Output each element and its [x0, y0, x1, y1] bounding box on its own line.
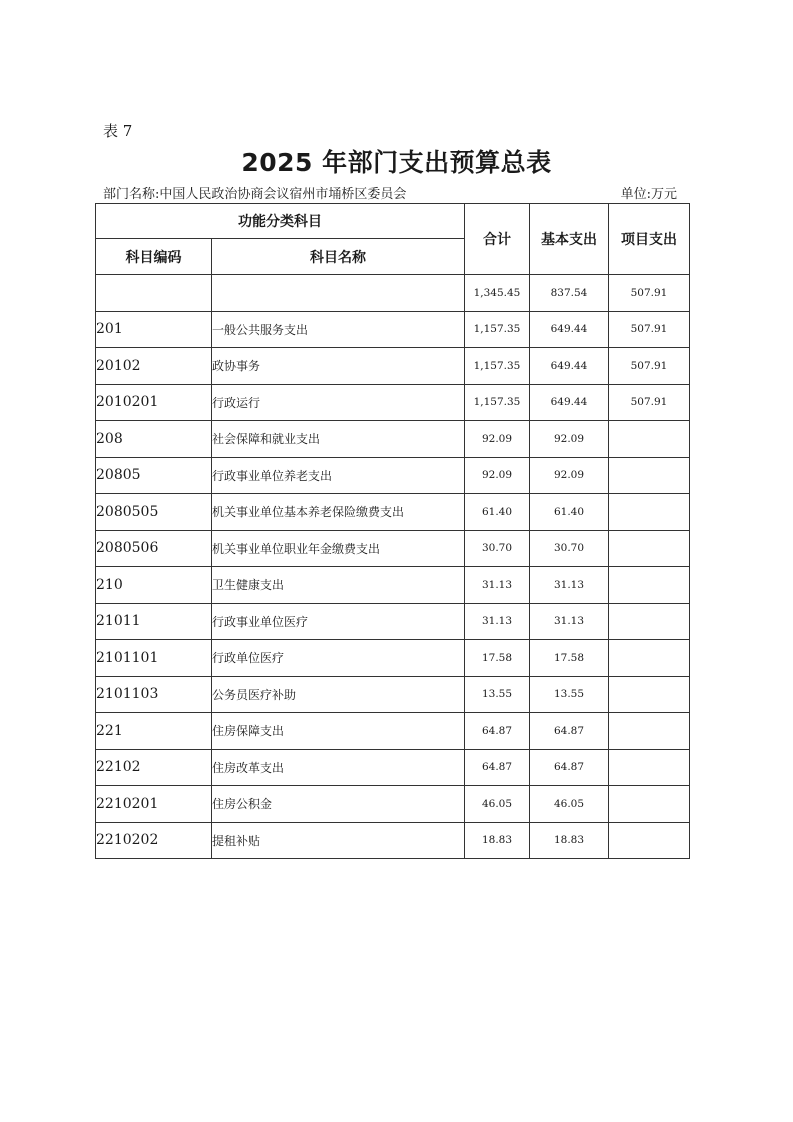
basic-expenditure-cell: 31.13	[530, 603, 609, 640]
basic-expenditure-cell: 649.44	[530, 311, 609, 348]
table-body	[96, 275, 690, 859]
subject-name-cell: 住房公积金	[212, 786, 465, 823]
subject-name-cell: 社会保障和就业支出	[212, 421, 465, 458]
project-expenditure-cell: 507.91	[609, 384, 690, 421]
table-row	[96, 421, 690, 458]
total-cell: 1,157.35	[465, 311, 530, 348]
total-cell: 46.05	[465, 786, 530, 823]
basic-expenditure-cell: 92.09	[530, 421, 609, 458]
subject-code-cell: 2010201	[96, 384, 212, 421]
table-row	[96, 348, 690, 385]
project-expenditure-cell	[609, 457, 690, 494]
table-number-label: 表 7	[103, 122, 133, 140]
total-cell: 64.87	[465, 713, 530, 750]
basic-expenditure-cell: 64.87	[530, 713, 609, 750]
basic-expenditure-cell: 30.70	[530, 530, 609, 567]
basic-expenditure-cell: 13.55	[530, 676, 609, 713]
basic-expenditure-cell: 837.54	[530, 275, 609, 312]
basic-expenditure-cell: 64.87	[530, 749, 609, 786]
project-expenditure-cell	[609, 421, 690, 458]
total-cell: 61.40	[465, 494, 530, 531]
subject-code-cell: 2210202	[96, 822, 212, 859]
project-expenditure-cell	[609, 567, 690, 604]
subject-code-cell: 2210201	[96, 786, 212, 823]
total-cell: 1,345.45	[465, 275, 530, 312]
table-row	[96, 311, 690, 348]
project-expenditure-cell	[609, 494, 690, 531]
table-row	[96, 713, 690, 750]
table-row	[96, 494, 690, 531]
project-expenditure-cell: 507.91	[609, 311, 690, 348]
subject-code-cell: 20102	[96, 348, 212, 385]
subject-code-cell: 21011	[96, 603, 212, 640]
basic-expenditure-cell: 649.44	[530, 348, 609, 385]
table-row	[96, 603, 690, 640]
project-expenditure-cell	[609, 676, 690, 713]
header-subject-code: 科目编码	[96, 239, 212, 275]
subject-code-cell	[96, 275, 212, 312]
basic-expenditure-cell: 92.09	[530, 457, 609, 494]
subject-code-cell: 221	[96, 713, 212, 750]
table-row	[96, 676, 690, 713]
header-project-expenditure: 项目支出	[609, 204, 690, 275]
project-expenditure-cell	[609, 822, 690, 859]
header-total: 合计	[465, 204, 530, 275]
subject-name-cell: 机关事业单位职业年金缴费支出	[212, 530, 465, 567]
project-expenditure-cell	[609, 786, 690, 823]
subject-name-cell: 卫生健康支出	[212, 567, 465, 604]
subject-name-cell: 行政事业单位医疗	[212, 603, 465, 640]
table-row	[96, 822, 690, 859]
subject-name-cell: 住房保障支出	[212, 713, 465, 750]
table-row	[96, 786, 690, 823]
total-cell: 18.83	[465, 822, 530, 859]
total-cell: 64.87	[465, 749, 530, 786]
table-row	[96, 384, 690, 421]
subject-name-cell: 公务员医疗补助	[212, 676, 465, 713]
total-cell: 92.09	[465, 457, 530, 494]
subject-name-cell	[212, 275, 465, 312]
basic-expenditure-cell: 61.40	[530, 494, 609, 531]
subject-name-cell: 一般公共服务支出	[212, 311, 465, 348]
subject-name-cell: 机关事业单位基本养老保险缴费支出	[212, 494, 465, 531]
project-expenditure-cell: 507.91	[609, 348, 690, 385]
basic-expenditure-cell: 17.58	[530, 640, 609, 677]
subject-name-cell: 行政运行	[212, 384, 465, 421]
basic-expenditure-cell: 18.83	[530, 822, 609, 859]
subject-code-cell: 20805	[96, 457, 212, 494]
header-function-category: 功能分类科目	[96, 204, 465, 239]
header-subject-name: 科目名称	[212, 239, 465, 275]
subject-name-cell: 住房改革支出	[212, 749, 465, 786]
project-expenditure-cell	[609, 603, 690, 640]
project-expenditure-cell	[609, 530, 690, 567]
header-basic-expenditure: 基本支出	[530, 204, 609, 275]
total-cell: 31.13	[465, 603, 530, 640]
basic-expenditure-cell: 46.05	[530, 786, 609, 823]
subject-name-cell: 提租补贴	[212, 822, 465, 859]
total-cell: 92.09	[465, 421, 530, 458]
total-cell: 1,157.35	[465, 348, 530, 385]
total-cell: 31.13	[465, 567, 530, 604]
budget-table	[95, 203, 690, 859]
table-row	[96, 275, 690, 312]
subject-code-cell: 201	[96, 311, 212, 348]
basic-expenditure-cell: 649.44	[530, 384, 609, 421]
subject-code-cell: 2080505	[96, 494, 212, 531]
subject-code-cell: 2101103	[96, 676, 212, 713]
subject-name-cell: 行政事业单位养老支出	[212, 457, 465, 494]
total-cell: 1,157.35	[465, 384, 530, 421]
department-name: 部门名称:中国人民政治协商会议宿州市埇桥区委员会	[103, 187, 407, 202]
project-expenditure-cell	[609, 713, 690, 750]
table-row	[96, 530, 690, 567]
subject-name-cell: 政协事务	[212, 348, 465, 385]
project-expenditure-cell	[609, 749, 690, 786]
table-row	[96, 567, 690, 604]
subject-code-cell: 2101101	[96, 640, 212, 677]
page-title: 2025 年部门支出预算总表	[241, 148, 552, 177]
table-row	[96, 749, 690, 786]
subject-code-cell: 2080506	[96, 530, 212, 567]
subject-code-cell: 210	[96, 567, 212, 604]
total-cell: 13.55	[465, 676, 530, 713]
project-expenditure-cell	[609, 640, 690, 677]
table-row	[96, 640, 690, 677]
subject-code-cell: 208	[96, 421, 212, 458]
unit-label: 单位:万元	[620, 187, 677, 202]
subject-code-cell: 22102	[96, 749, 212, 786]
project-expenditure-cell: 507.91	[609, 275, 690, 312]
total-cell: 17.58	[465, 640, 530, 677]
table-row	[96, 457, 690, 494]
total-cell: 30.70	[465, 530, 530, 567]
basic-expenditure-cell: 31.13	[530, 567, 609, 604]
subject-name-cell: 行政单位医疗	[212, 640, 465, 677]
